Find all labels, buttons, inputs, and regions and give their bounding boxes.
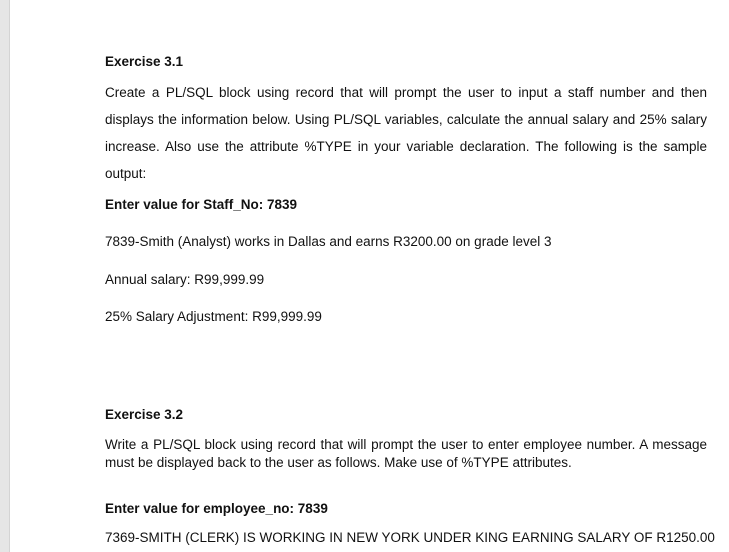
exercise-3-2-paragraph: Write a PL/SQL block using record that will prompt the user to enter employee number. A message must be displayed back to the user as follows. Make use of %TYPE attributes. (105, 437, 707, 470)
exercise-3-2-heading: Exercise 3.2 (105, 407, 184, 422)
exercise-3-1-prompt-line: Enter value for Staff_No: 7839 (105, 197, 298, 212)
exercise-3-2-prompt-line: Enter value for employee_no: 7839 (105, 501, 328, 516)
exercise-3-2-output-line-1: 7369-SMITH (CLERK) IS WORKING IN NEW YORK UNDER KING EARNING SALARY OF R1250.00 (105, 530, 715, 545)
exercise-3-1-output-line-3: 25% Salary Adjustment: R99,999.99 (105, 309, 322, 324)
exercise-3-1-output-line-2: Annual salary: R99,999.99 (105, 272, 265, 287)
exercise-3-1-heading: Exercise 3.1 (105, 54, 184, 69)
document-page (10, 0, 729, 552)
exercise-3-1-output-line-1: 7839-Smith (Analyst) works in Dallas and earns R3200.00 on grade level 3 (105, 234, 552, 249)
exercise-3-1-paragraph: Create a PL/SQL block using record that will prompt the user to input a staff number and then displays the information below. Using PL/SQL variables, calculate the annual salary and 25% salary increase. Also use the attribute %TYPE in your variable declaration. The following is the sample output: (105, 85, 707, 181)
left-margin-rail (0, 0, 10, 552)
